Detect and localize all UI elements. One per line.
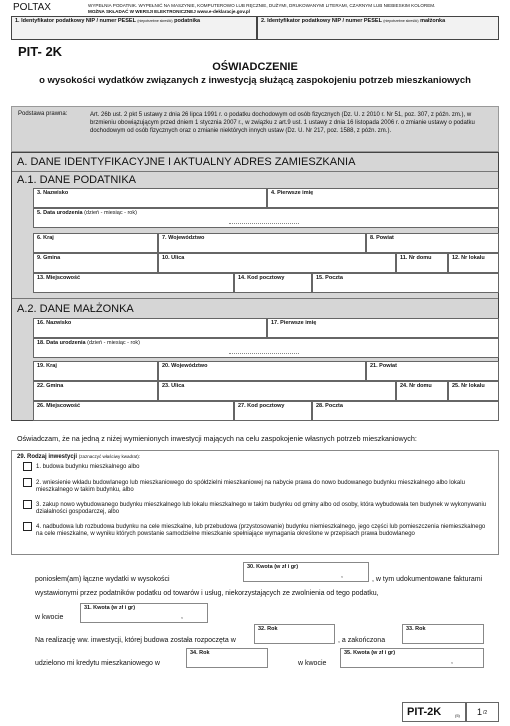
a2-post-office-field[interactable]: 28. Poczta <box>312 401 499 421</box>
section-a <box>11 152 499 421</box>
spouse-id-label: 2. Identyfikator podatkowy NIP / numer PESEL <box>261 18 382 24</box>
option-2-label: 2. wniesienie wkładu budowlanego lub mieszkaniowego do spółdzielni mieszkaniowej na nabycie prawa do nowo budowanego budynku mieszkalnego albo lokalu mieszkalnego w takim budynku, albo <box>36 480 465 493</box>
a1-country-field[interactable]: 6. Kraj <box>33 233 158 253</box>
expenses-line2: wystawionymi przez podatników podatku od towarów i usług, niekorzystających ze zwolnienia od tego podatku, <box>35 590 379 597</box>
section-a2-title: A.2. DANE MAŁŻONKA <box>17 303 134 315</box>
a2-postcode-field[interactable]: 27. Kod pocztowy <box>234 401 312 421</box>
investment-type-box <box>11 450 499 555</box>
spouse-id-suffix: małżonka <box>420 18 446 24</box>
a2-voivodeship-field[interactable]: 20. Województwo <box>158 361 366 381</box>
a1-voivodeship-field[interactable]: 7. Województwo <box>158 233 366 253</box>
spouse-id-field[interactable] <box>257 16 499 40</box>
a2-county-field[interactable]: 21. Powiat <box>366 361 499 381</box>
section-a-title: A. DANE IDENTYFIKACYJNE I AKTUALNY ADRES ZAMIESZKANIA <box>17 156 356 168</box>
a1-commune-field[interactable]: 9. Gmina <box>33 253 158 273</box>
option-2-checkbox[interactable] <box>23 478 32 487</box>
construction-line-mid: , a zakończona <box>338 637 386 644</box>
taxpayer-id-note: (niepotrzebne skreślić) <box>137 19 173 23</box>
credit-amount-field[interactable]: 35. Kwota (w zł i gr) , <box>340 648 484 668</box>
a2-surname-field[interactable]: 16. Nazwisko <box>33 318 267 338</box>
a2-city-field[interactable]: 26. Miejscowość <box>33 401 234 421</box>
construction-line: Na realizację ww. inwestycji, której budowa została rozpoczęta w <box>35 637 236 644</box>
total-expense-field[interactable]: 30. Kwota (w zł i gr) , <box>243 562 369 582</box>
option-4-label: 4. nadbudowa lub rozbudowa budynku na cele mieszkalne, lub przebudowa (przystosowanie) budynku niemieszkalnego, jego części lub pomieszczenia niemieszkalnego na cele mieszkalne, w wyniku których powstanie samodzielne mieszkanie spełniające wymagania określone w przepisach prawa budowlanego <box>36 524 486 537</box>
option-3-label: 3. zakup nowo wybudowanego budynku mieszkalnego lub lokalu mieszkalnego w takim budynku od gminy albo od osoby, która wybudowała ten budynek w wykonywaniu działalności gospodarczej, albo <box>36 502 487 515</box>
instruction-line2: MOŻNA SKŁADAĆ W WERSJI ELEKTRONICZNEJ www.e-deklaracje.gov.pl <box>88 9 250 14</box>
spouse-id-note: (niepotrzebne skreślić) <box>383 19 419 23</box>
expenses-line1-after: , w tym udokumentowane fakturami <box>372 576 483 583</box>
invoiced-amount-field[interactable]: 31. Kwota (w zł i gr) , <box>80 603 208 623</box>
a2-country-field[interactable]: 19. Kraj <box>33 361 158 381</box>
a1-flat-no-field[interactable]: 12. Nr lokalu <box>448 253 499 273</box>
a1-surname-field[interactable]: 3. Nazwisko <box>33 188 267 208</box>
a2-birthdate-field[interactable]: 18. Data urodzenia (dzień - miesiąc - rok) <box>33 338 499 358</box>
a2-house-no-field[interactable]: 24. Nr domu <box>396 381 448 401</box>
a1-postcode-field[interactable]: 14. Kod pocztowy <box>234 273 312 293</box>
form-title: OŚWIADCZENIE <box>212 61 298 73</box>
form-subtitle: o wysokości wydatków związanych z inwestycją służącą zaspokojeniu potrzeb mieszkaniowych <box>39 75 471 86</box>
a1-birthdate-field[interactable]: 5. Data urodzenia (dzień - miesiąc - rok) <box>33 208 499 228</box>
taxpayer-id-field[interactable] <box>11 16 257 40</box>
a2-firstname-field[interactable]: 17. Pierwsze imię <box>267 318 499 338</box>
option-4-checkbox[interactable] <box>23 522 32 531</box>
a1-street-field[interactable]: 10. Ulica <box>158 253 396 273</box>
legal-basis-label: Podstawa prawna: <box>18 111 68 117</box>
a1-city-field[interactable]: 13. Miejscowość <box>33 273 234 293</box>
a1-firstname-field[interactable]: 4. Pierwsze imię <box>267 188 499 208</box>
credit-year-field[interactable]: 34. Rok <box>186 648 268 668</box>
a2-flat-no-field[interactable]: 25. Nr lokalu <box>448 381 499 401</box>
declaration-intro: Oświadczam, że na jedną z niżej wymienionych inwestycji mających na celu zaspokojenie własnych potrzeb mieszkaniowych: <box>17 434 417 443</box>
footer-page-number: 1 /2 <box>466 702 499 722</box>
start-year-field[interactable]: 32. Rok <box>254 624 335 644</box>
a1-house-no-field[interactable]: 11. Nr domu <box>396 253 448 273</box>
option-3-checkbox[interactable] <box>23 500 32 509</box>
legal-basis <box>11 106 499 152</box>
brand: POLTAX <box>13 2 51 13</box>
taxpayer-id-suffix: podatnika <box>174 18 201 24</box>
a2-commune-field[interactable]: 22. Gmina <box>33 381 158 401</box>
legal-basis-text: Art. 26b ust. 2 pkt 5 ustawy z dnia 26 lipca 1991 r. o podatku dochodowym od osób fizycznych (Dz. U. z 2010 r. Nr 51, poz. 307, z późn. zm.), w brzmieniu obowiązującym przed dniem 1 stycznia 2007 r., w związku z art.9 ust. 1 ustawy z dnia 16 listopada 2006 r. o zmianie ustawy o podatku dochodowym od osób fizycznych oraz o zmianie niektórych innych ustaw (Dz. U. Nr 217, poz. 1588, z późn. zm.). <box>90 112 475 134</box>
instruction-line1: WYPEŁNIA PODATNIK. WYPEŁNIĆ NA MASZYNIE, KOMPUTEROWO LUB RĘCZNIE, DUŻYMI, DRUKOWANYMI LITERAMI, CZARNYM LUB NIEBIESKIM KOLOREM. <box>88 3 436 8</box>
investment-type-label: 29. Rodzaj inwestycji (zaznaczyć właściwy kwadrat): <box>17 454 140 460</box>
a2-street-field[interactable]: 23. Ulica <box>158 381 396 401</box>
footer-form-code: PIT-2K (5) <box>402 702 466 722</box>
a1-post-office-field[interactable]: 15. Poczta <box>312 273 499 293</box>
credit-line: udzielono mi kredytu mieszkaniowego w <box>35 660 160 667</box>
credit-line-mid: w kwocie <box>298 660 327 667</box>
end-year-field[interactable]: 33. Rok <box>402 624 484 644</box>
expenses-line1: poniosłem(am) łączne wydatki w wysokości <box>35 576 170 583</box>
form-code: PIT- 2K <box>18 44 63 59</box>
a1-county-field[interactable]: 8. Powiat <box>366 233 499 253</box>
section-a1-title: A.1. DANE PODATNIKA <box>17 174 136 186</box>
expenses-line3: w kwocie <box>35 614 64 621</box>
taxpayer-id-label: 1. Identyfikator podatkowy NIP / numer PESEL <box>15 18 136 24</box>
option-1-label: 1. budowa budynku mieszkalnego albo <box>36 464 140 470</box>
option-1-checkbox[interactable] <box>23 462 32 471</box>
